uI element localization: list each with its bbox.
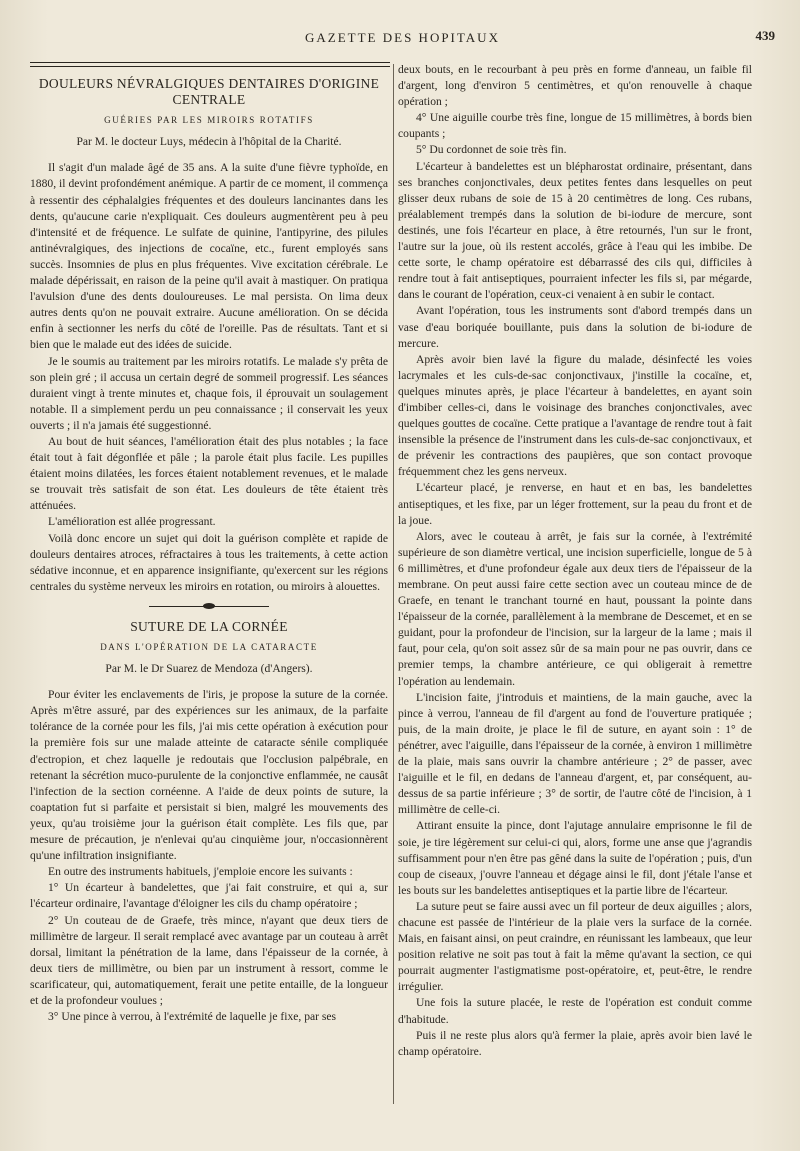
article1-paragraph: Au bout de huit séances, l'amélioration était des plus notables ; la face était tout à fait dégonflée et pâle ; la parole était plus facile. Les pupilles étaient moins dilatées, les forces étaient notablement revenues, et le malade se trouvait très satisfait de son état. Les douleurs de tête étaient très atténuées. (30, 434, 388, 513)
running-title: GAZETTE DES HOPITAUX (305, 30, 500, 45)
article1-paragraph: L'amélioration est allée progressant. (48, 515, 216, 529)
article2-author: Par M. le Dr Suarez de Mendoza (d'Angers). (105, 662, 313, 676)
article2-paragraph: Avant l'opération, tous les instruments sont d'abord trempés dans un vase d'eau boriquée bouillante, puis dans la solution de bi-iodure de mercure. (398, 304, 752, 350)
article2-subtitle: DANS L'OPÉRATION DE LA CATARACTE (100, 642, 318, 652)
article2-paragraph: deux bouts, en le recourbant à peu près en forme d'anneau, un faible fil d'argent, long d'environ 5 centimètres, et qu'on renouvelle à chaque opération ; (398, 63, 752, 109)
article2-title: SUTURE DE LA CORNÉE (130, 618, 288, 634)
article1-subtitle: GUÉRIES PAR LES MIROIRS ROTATIFS (104, 115, 314, 126)
article2-paragraph: L'écarteur placé, je renverse, en haut et en bas, les bandelettes antiseptiques, et les fixe, par un léger frottement, sur la peau du front et de la joue. (398, 481, 752, 527)
header-rule-thin (30, 66, 390, 67)
article2-paragraph: Attirant ensuite la pince, dont l'ajutage annulaire emprisonne le fil de soie, je tire légèrement sur celui-ci qui, alors, forme une anse que j'agrandis suffisamment pour n'en être pas gêné dans la suite de l'opération ; puis, d'un coup de ciseaux, j'ouvre l'anneau et dégage ainsi le fil, dont j'étale l'anse et les bouts sur les bandelettes antiseptiques et la partie libre de l'écarteur. (398, 819, 752, 897)
article2-paragraph: En outre des instruments habituels, j'emploie encore les suivants : (48, 865, 353, 879)
article1-title: DOULEURS NÉVRALGIQUES DENTAIRES D'ORIGINE CENTRALE (38, 76, 380, 108)
article2-paragraph: L'écarteur à bandelettes est un blépharostat ordinaire, présentant, dans ses branches conjonctivales, deux petites fentes dans lesquelles on peut glisser deux rubans de soie de 15 à 20 centimètres de long. Ces rubans, préalablement trempés dans la solution de bi-iodure de mercure, sont destinés, une fois l'écarteur en place, à être retournés, l'un sur le front, l'autre sur la joue, où ils restent accolés, grâce à l'eau qui les imbibe. De cette sorte, le champ opératoire est débarrassé des cils qui, difficiles à rendre tout à fait antiseptiques, pourraient infecter les fils si, par mégarde, dans le courant de l'opération, ceux-ci venaient à en subir le contact. (398, 159, 752, 302)
article2-paragraph: 3° Une pince à verrou, à l'extrémité de laquelle je fixe, par ses (48, 1010, 337, 1024)
page-header (30, 30, 775, 52)
article1-author: Par M. le docteur Luys, médecin à l'hôpital de la Charité. (76, 135, 342, 149)
article2-paragraph: 4° Une aiguille courbe très fine, longue de 15 millimètres, à bords bien coupants ; (398, 111, 752, 141)
article1-paragraph: Je le soumis au traitement par les miroirs rotatifs. Le malade s'y prêta de son plein gré ; il accusa un certain degré de sommeil progressif. Les séances duraient vingt à trente minutes et, chaque fois, il éprouvait un soulagement notable. Il a simplement perdu un peu connaissance ; il conservait les yeux ouverts ; il n'a jamais été suggestionné. (30, 354, 388, 432)
article2-paragraph: Après avoir bien lavé la figure du malade, désinfecté les voies lacrymales et les culs-de-sac conjonctivaux, j'instille la cocaïne, et, quelques minutes après, je place l'écarteur à bandelettes, en ayant soin d'imbiber celles-ci, dans le voisinage des branches conjonctivales, avec quelques gouttes de cocaïne. Cette pratique a l'avantage de rendre tout à fait insensible la présence de l'instrument dans les culs-de-sac conjonctivaux, et de prévenir les contractions des paupières, que son contact provoque fréquemment chez les gens nerveux. (398, 352, 752, 479)
article-separator (149, 603, 269, 609)
article2-paragraph: Une fois la suture placée, le reste de l'opération est conduit comme d'habitude. (398, 996, 752, 1026)
left-column (30, 72, 388, 1025)
article2-paragraph: 5° Du cordonnet de soie très fin. (416, 143, 567, 157)
article2-paragraph: 1° Un écarteur à bandelettes, que j'ai fait construire, et qui a, sur l'écarteur ordinaire, l'avantage d'éloigner les cils du champ opératoire ; (30, 881, 388, 911)
column-divider (393, 64, 394, 1104)
article2-paragraph: L'incision faite, j'introduis et maintiens, de la main gauche, avec la pince à verrou, l'anneau de fil d'argent au fond de l'ouverture pratiquée ; puis, de la main droite, je place le fil de suture, en ayant soin : 1° de pénétrer, avec l'aiguille, dans l'épaisseur de la cornée, à environ 1 millimètre de la plaie, mais sans ouvrir la chambre antérieure ; 2° de passer, avec l'aiguille et le fil, en dedans de l'anneau d'argent, et, par conséquent, au-dessus de sa partie inférieure ; 3° de sortir, de l'autre côté de l'incision, à 1 millimètre de celle-ci. (398, 690, 752, 817)
article2-paragraph: Alors, avec le couteau à arrêt, je fais sur la cornée, à l'extrémité supérieure de son diamètre vertical, une incision superficielle, longue de 5 à 6 millimètres, et d'une profondeur égale aux deux tiers de l'épaisseur de la membrane. On peut aussi faire cette section avec un couteau mince de de Graefe, en tenant le tranchant tourné en haut, poussant la pointe dans l'épaisseur de la cornée, parallèlement à la membrane de Descemet, et en se guidant, pour la profondeur de l'incision, sur la largeur de la lame ; mais il faut, pour cela, qu'on soit assez sûr de sa main pour ne pas ouvrir, dans ce premier temps, la chambre antérieure, ce qui obligerait à remettre l'opération au lendemain. (398, 529, 752, 688)
article2-paragraph: Puis il ne reste plus alors qu'à fermer la plaie, après avoir bien lavé le champ opératoire. (398, 1028, 752, 1058)
article2-paragraph: Pour éviter les enclavements de l'iris, je propose la suture de la cornée. Après m'être assuré, par des expériences sur les animaux, de la parfaite tolérance de la cornée pour les fils, j'ai mis cette opération à exécution pour la première fois sur une malade atteinte de cataracte sénile compliquée d'ectropion, et chez laquelle je redoutais que l'occlusion palpébrale, en retenant la sécrétion muco-purulente de la conjonctive enflammée, ne causât l'infection de la section cornéenne. A l'aide de deux points de suture, la coaptation fut si parfaite et persistait si bien, malgré les mouvements des yeux, qu'au troisième jour la guérison était complète. Les fils que, par mesure de précaution, je n'enlevai qu'au cinquième jour, n'occasionnèrent qu'une infiltration insignifiante. (30, 688, 388, 863)
right-column (398, 62, 752, 1060)
header-rule (30, 62, 390, 63)
article1-paragraph: Voilà donc encore un sujet qui doit la guérison complète et rapide de douleurs dentaires atroces, réfractaires à tous les traitements, à cette action sédative inconnue, et en apparence insignifiante, qu'exercent sur les régions centrales du système nerveux les miroirs en rotation, ou miroirs à alouettes. (30, 531, 388, 593)
article2-paragraph: La suture peut se faire aussi avec un fil porteur de deux aiguilles ; alors, chacune est passée de l'intérieur de la plaie vers la surface de la cornée. Mais, en faisant ainsi, on peut craindre, en réunissant les lambeaux, que leur position relative ne soit pas tout à fait la même qu'avant la section, ce qui pourrait augmenter l'astigmatisme post-opératoire, et, peut-être, le rendre irrégulier. (398, 899, 752, 994)
article2-paragraph: 2° Un couteau de de Graefe, très mince, n'ayant que deux tiers de millimètre de largeur. Il serait remplacé avec avantage par un couteau à arrêt dorsal, limitant la pénétration de la lame, dans l'épaisseur de la cornée, à deux tiers de millimètre, ou bien par un instrument à ressort, comme le scarificateur, qui, automatiquement, ferait une petite entaille, de la longueur et de la profondeur voulues ; (30, 913, 388, 1007)
page-number: 439 (755, 28, 775, 43)
article1-paragraph: Il s'agit d'un malade âgé de 35 ans. A la suite d'une fièvre typhoïde, en 1880, il devint profondément anémique. A partir de ce moment, il commença à ressentir des céphalalgies fréquentes et des douleurs lancinantes dans les dents, qu'aucune carie n'expliquait. Ces douleurs augmentèrent peu à peu d'intensité et de fréquence. Le sulfate de quinine, l'antipyrine, des pilules antinévralgiques, des injections de cocaïne, etc., furent employés sans succès. Insomnies de plus en plus fréquentes. Vive excitation cérébrale. Le malade dépérissait, en raison de la peine qu'il avait à mastiquer. On pratiqua l'avulsion d'une des dents douloureuses. Le mal persista. On lima deux autres dents qu'on ne pouvait extraire. Aucune amélioration. On se décida enfin à sectionner les nerfs du côté de l'oreille. Pas de résultats. Tant et si bien que le malade eut des idées de suicide. (30, 161, 388, 352)
